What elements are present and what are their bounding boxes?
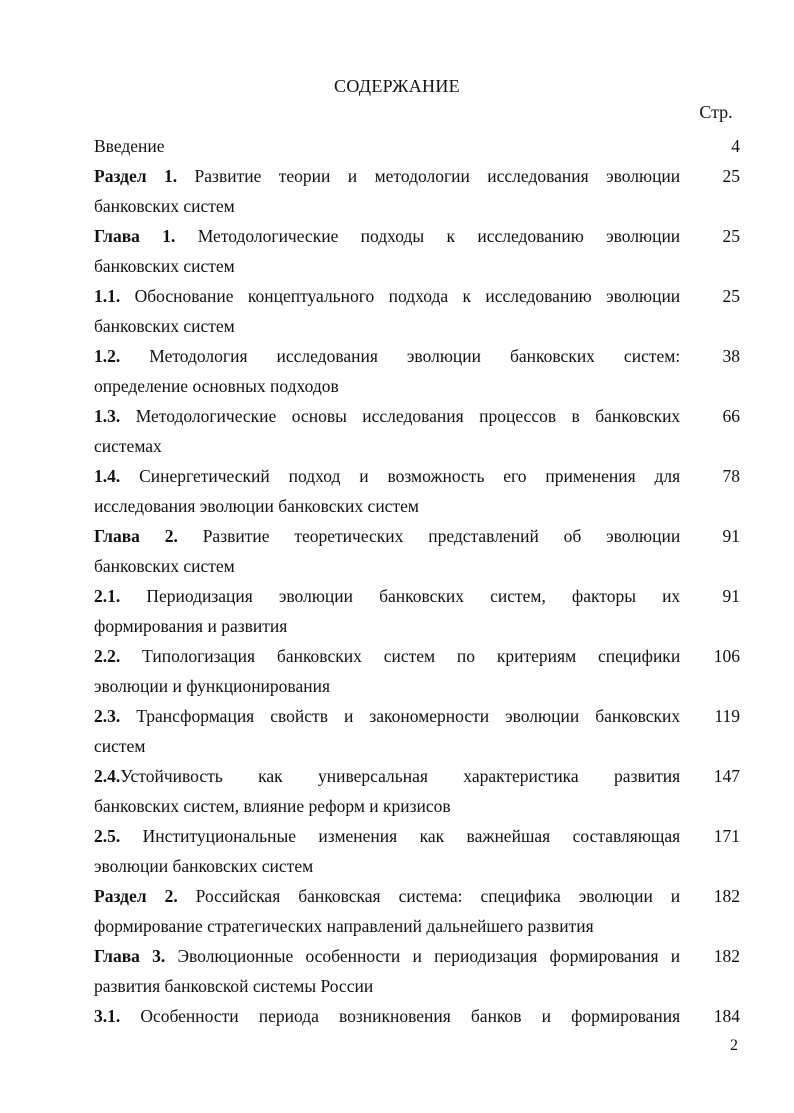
toc-entry-line: банковских систем bbox=[94, 556, 235, 576]
toc-entry-line: Институциональные изменения как важнейшая составляющая bbox=[120, 826, 681, 846]
toc-entry-text bbox=[94, 881, 680, 941]
toc-entry-label: 1.1. bbox=[94, 286, 121, 306]
toc-entry-line: Периодизация эволюции банковских систем, факторы их bbox=[120, 586, 681, 606]
toc-entry-line: банковских систем, влияние реформ и кризисов bbox=[94, 796, 451, 816]
toc-entry bbox=[94, 701, 742, 761]
toc-entry bbox=[94, 221, 742, 281]
toc-entry-page: 4 bbox=[731, 136, 740, 156]
toc-entry bbox=[94, 401, 742, 461]
toc-entry-page: 25 bbox=[722, 226, 740, 246]
toc-entry-line: Типологизация банковских систем по критериям специфики bbox=[120, 646, 681, 666]
toc-entry-line: эволюции и функционирования bbox=[94, 676, 331, 696]
toc-entry-label: 2.2. bbox=[94, 646, 121, 666]
toc-entry-line: Развитие теории и методологии исследования эволюции bbox=[177, 166, 681, 186]
toc-entry-label: Глава 2. bbox=[94, 526, 178, 546]
toc-entry-label: 2.1. bbox=[94, 586, 121, 606]
toc-entry-page: 184 bbox=[713, 1006, 740, 1026]
toc-entry-page: 182 bbox=[713, 946, 740, 966]
toc-entry-line: банковских систем bbox=[94, 196, 235, 216]
toc-entry-text bbox=[94, 1001, 680, 1031]
toc-entry-line: Введение bbox=[94, 136, 165, 156]
toc-entry-page: 38 bbox=[722, 346, 740, 366]
table-of-contents bbox=[94, 131, 742, 1031]
toc-entry-text bbox=[94, 581, 680, 641]
toc-entry-page: 182 bbox=[713, 886, 740, 906]
toc-entry bbox=[94, 161, 742, 221]
toc-entry-line: системах bbox=[94, 436, 162, 456]
toc-entry bbox=[94, 641, 742, 701]
toc-entry-line: исследования эволюции банковских систем bbox=[94, 496, 419, 516]
toc-entry-label: 3.1. bbox=[94, 1006, 121, 1026]
toc-entry-label: 1.4. bbox=[94, 466, 121, 486]
toc-entry-line: Эволюционные особенности и периодизация формирования и bbox=[165, 946, 681, 966]
toc-entry-line: формирования и развития bbox=[94, 616, 288, 636]
toc-entry-label: Раздел 2. bbox=[94, 886, 178, 906]
page-number: 2 bbox=[730, 1037, 738, 1054]
toc-entry-label: Раздел 1. bbox=[94, 166, 178, 186]
toc-entry-text bbox=[94, 761, 680, 821]
page-title: СОДЕРЖАНИЕ bbox=[334, 76, 460, 96]
toc-entry-line: Методологические основы исследования процессов в банковских bbox=[120, 406, 681, 426]
toc-entry-label: 2.4. bbox=[94, 766, 121, 786]
toc-entry-line: определение основных подходов bbox=[94, 376, 339, 396]
toc-entry-line: Особенности периода возникновения банков и формирования bbox=[120, 1006, 681, 1026]
toc-entry-text bbox=[94, 341, 680, 401]
toc-entry-text bbox=[94, 461, 680, 521]
toc-entry bbox=[94, 131, 742, 161]
toc-entry bbox=[94, 941, 742, 1001]
toc-entry-page: 66 bbox=[722, 406, 740, 426]
toc-entry-line: эволюции банковских систем bbox=[94, 856, 314, 876]
toc-entry-label: 1.3. bbox=[94, 406, 121, 426]
toc-entry-label: 2.5. bbox=[94, 826, 121, 846]
toc-entry bbox=[94, 521, 742, 581]
toc-entry-line: Методология исследования эволюции банковских систем: bbox=[120, 346, 681, 366]
toc-entry bbox=[94, 281, 742, 341]
toc-entry-line: систем bbox=[94, 736, 146, 756]
toc-entry-page: 78 bbox=[722, 466, 740, 486]
toc-entry-page: 91 bbox=[722, 586, 740, 606]
toc-entry bbox=[94, 1001, 742, 1031]
toc-entry bbox=[94, 761, 742, 821]
toc-entry-label: Глава 3. bbox=[94, 946, 166, 966]
toc-entry-label: Глава 1. bbox=[94, 226, 176, 246]
toc-entry-text bbox=[94, 701, 680, 761]
toc-entry-page: 106 bbox=[713, 646, 740, 666]
toc-entry-line: Синергетический подход и возможность его применения для bbox=[120, 466, 681, 486]
toc-entry-page: 147 bbox=[713, 766, 740, 786]
toc-entry bbox=[94, 461, 742, 521]
toc-entry-page: 119 bbox=[714, 706, 740, 726]
toc-entry-line: развития банковской системы России bbox=[94, 976, 374, 996]
toc-entry-text bbox=[94, 401, 680, 461]
toc-entry-line: Методологические подходы к исследованию эволюции bbox=[175, 226, 681, 246]
toc-entry bbox=[94, 881, 742, 941]
toc-entry-text bbox=[94, 521, 680, 581]
toc-entry-line: банковских систем bbox=[94, 256, 235, 276]
toc-entry bbox=[94, 821, 742, 881]
toc-entry bbox=[94, 581, 742, 641]
toc-entry-page: 25 bbox=[722, 286, 740, 306]
toc-entry-line: Развитие теоретических представлений об эволюции bbox=[177, 526, 681, 546]
toc-entry-page: 91 bbox=[722, 526, 740, 546]
toc-entry-line: Российская банковская система: специфика эволюции и bbox=[177, 886, 681, 906]
toc-entry-line: Обоснование концептуального подхода к исследованию эволюции bbox=[120, 286, 681, 306]
toc-entry-text bbox=[94, 641, 680, 701]
toc-entry-line: банковских систем bbox=[94, 316, 235, 336]
page-column-header: Стр. bbox=[699, 102, 733, 122]
toc-entry-text bbox=[94, 161, 680, 221]
toc-entry-text bbox=[94, 131, 680, 161]
toc-entry bbox=[94, 341, 742, 401]
toc-entry-line: Трансформация свойств и закономерности эволюции банковских bbox=[120, 706, 681, 726]
toc-entry-text bbox=[94, 821, 680, 881]
toc-entry-text bbox=[94, 281, 680, 341]
toc-entry-label: 1.2. bbox=[94, 346, 121, 366]
toc-entry-line: Устойчивость как универсальная характеристика развития bbox=[120, 766, 681, 786]
toc-entry-label: 2.3. bbox=[94, 706, 121, 726]
toc-entry-text bbox=[94, 221, 680, 281]
toc-entry-page: 171 bbox=[713, 826, 740, 846]
toc-entry-page: 25 bbox=[722, 166, 740, 186]
toc-entry-line: формирование стратегических направлений дальнейшего развития bbox=[94, 916, 594, 936]
toc-entry-text bbox=[94, 941, 680, 1001]
